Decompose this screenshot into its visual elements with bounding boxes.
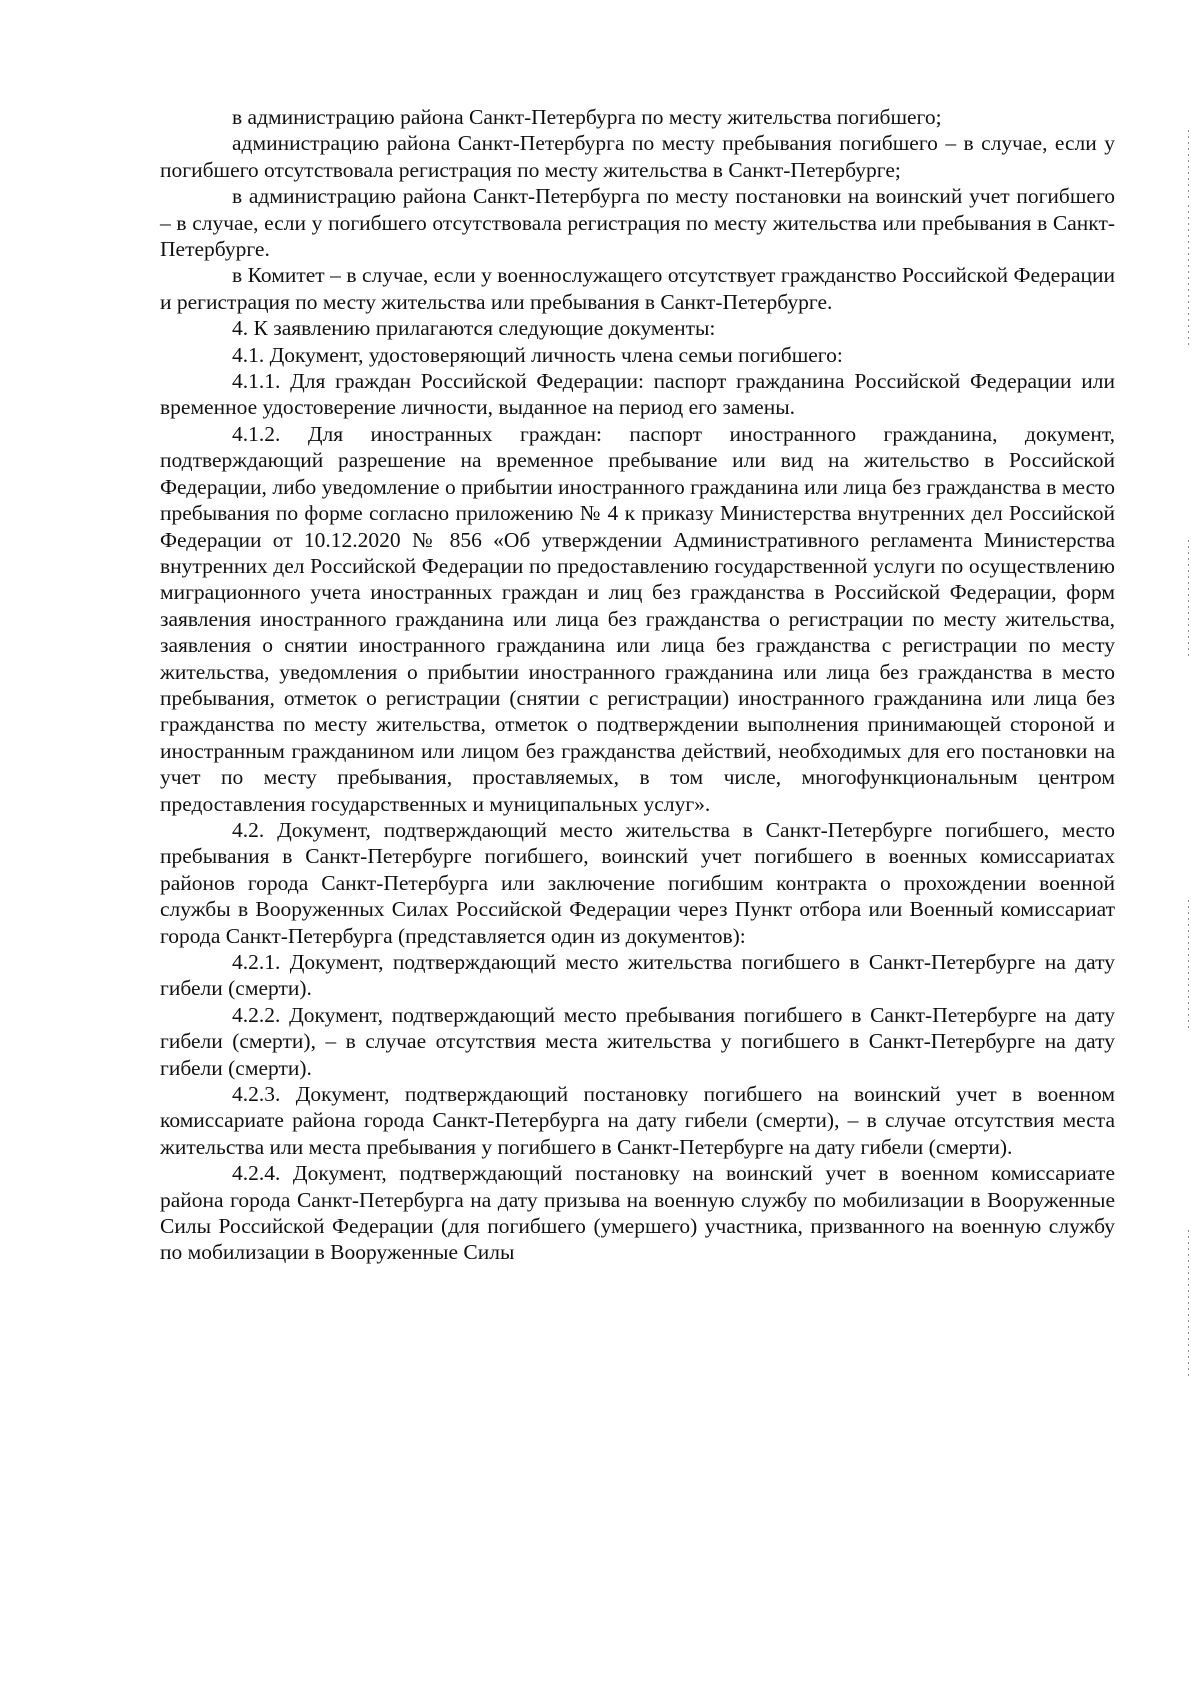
- scan-edge-mark: [1188, 900, 1189, 1030]
- paragraph-admin-military: в администрацию района Санкт-Петербурга по месту постановки на воинский учет погибшего – в случае, если у погибшего отсутствовала регистрация по месту жительства или пребывания в Санкт-Петербурге.: [160, 184, 1115, 262]
- paragraph-4-2: 4.2. Документ, подтверждающий место жительства в Санкт-Петербурге погибшего, место пребывания в Санкт-Петербурге погибшего, воинский учет погибшего в военных комиссариатах районов города Санкт-Петербурга или заключение погибшим контракта о прохождении военной службы в Вооруженных Силах Российской Федерации через Пункт отбора или Военный комиссариат города Санкт-Петербурга (представляется один из документов):: [160, 817, 1115, 948]
- paragraph-4: 4. К заявлению прилагаются следующие документы:: [232, 316, 716, 341]
- scan-edge-mark: [1188, 205, 1189, 345]
- paragraph-4-1-1: 4.1.1. Для граждан Российской Федерации: паспорт гражданина Российской Федерации или временное удостоверение личности, выданное на период его замены.: [160, 369, 1115, 420]
- paragraph-4-2-1: 4.2.1. Документ, подтверждающий место жительства погибшего в Санкт-Петербурге на дату гибели (смерти).: [160, 950, 1115, 1001]
- paragraph-4-2-2: 4.2.2. Документ, подтверждающий место пребывания погибшего в Санкт-Петербурге на дату гибели (смерти), – в случае отсутствия места жительства у погибшего в Санкт-Петербурге на дату гибели (смерти).: [160, 1002, 1115, 1080]
- scan-edge-mark: [1188, 540, 1189, 660]
- paragraph-4-2-4: 4.2.4. Документ, подтверждающий постановку на воинский учет в военном комиссариате района города Санкт-Петербурга на дату призыва на военную службу по мобилизации в Вооруженные Силы Российской Федерации (для погибшего (умершего) участника, призванного на военную службу по мобилизации в Вооруженные Силы: [160, 1161, 1115, 1265]
- document-body: [160, 104, 1115, 1266]
- paragraph-4-1: 4.1. Документ, удостоверяющий личность члена семьи погибшего:: [232, 342, 843, 367]
- paragraph-4-2-3: 4.2.3. Документ, подтверждающий постановку погибшего на воинский учет в военном комиссариате района города Санкт-Петербурга на дату гибели (смерти), – в случае отсутствия места жительства или места пребывания у погибшего в Санкт-Петербурге на дату гибели (смерти).: [160, 1082, 1115, 1159]
- paragraph-4-1-2: 4.1.2. Для иностранных граждан: паспорт иностранного гражданина, документ, подтверждающий разрешение на временное пребывание или вид на жительство в Российской Федерации, либо уведомление о прибытии иностранного гражданина или лица без гражданства в место пребывания по форме согласно приложению № 4 к приказу Министерства внутренних дел Российской Федерации от 10.12.2020 № 856 «Об утверждении Административного регламента Министерства внутренних дел Российской Федерации по предоставлению государственной услуги по осуществлению миграционного учета иностранных граждан и лиц без гражданства в Российской Федерации, форм заявления иностранного гражданина или лица без гражданства о регистрации по месту жительства, заявления о снятии иностранного гражданина или лица без гражданства с регистрации по месту жительства, уведомления о прибытии иностранного гражданина или лица без гражданства в место пребывания, отметок о регистрации (снятии с регистрации) иностранного гражданина или лица без гражданства по месту жительства, отметок о подтверждении выполнения принимающей стороной и иностранным гражданином или лицом без гражданства действий, необходимых для его постановки на учет по месту пребывания, проставляемых, в том числе, многофункциональным центром предоставления государственных и муниципальных услуг».: [160, 421, 1115, 816]
- paragraph-admin-residence: в администрацию района Санкт-Петербурга по месту жительства погибшего;: [232, 105, 942, 129]
- paragraph-committee: в Комитет – в случае, если у военнослужащего отсутствует гражданство Российской Федерации и регистрация по месту жительства или пребывания в Санкт-Петербурге.: [160, 263, 1115, 314]
- paragraph-admin-stay: администрацию района Санкт-Петербурга по месту пребывания погибшего – в случае, если у погибшего отсутствовала регистрация по месту жительства в Санкт-Петербурге;: [160, 131, 1115, 182]
- scan-edge-mark: [1188, 130, 1189, 200]
- scan-edge-mark: [1188, 1230, 1189, 1380]
